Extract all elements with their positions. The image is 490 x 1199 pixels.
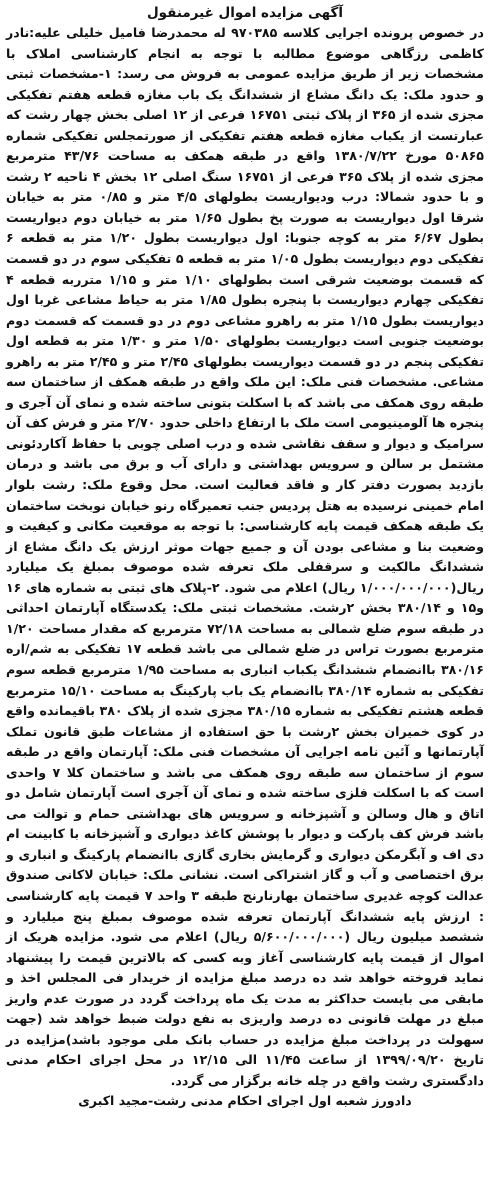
notice-body: در خصوص پرونده اجرایی کلاسه ۹۷۰۳۸۵ له محمدرضا فامیل خلیلی علیه:نادر کاظمی رزگاهی موضوع مطالبه با توجه به انجام کارشناسی املاک با مشخصات زیر از طریق مزایده عمومی به فروش می رسد: ۱-مشخصات ثبتی و حدود ملک: یک دانگ مشاع از ششدانگ یک باب مغازه قطعه هفتم تفکیکی مجزی شده از ۳۶۵ از پلاک ثبتی ۱۶۷۵۱ فرعی از ۱۲ اصلی بخش چهار رشت که عبارتست از یکباب مغازه قطعه هفتم تفکیکی از صورتمجلس تفکیکی شماره ۵۰۸۶۵ مورخ ۱۳۸۰/۷/۲۲ واقع در طبقه همکف به مساحت ۴۳/۷۶ مترمربع مجزی شده از پلاک ۳۶۵ فرعی از ۱۶۷۵۱ سنگ اصلی ۱۲ بخش ۴ ناحیه ۲ رشت و با حدود شمالا: درب ودیواریست بطولهای ۴/۵ متر و ۰/۸۵ متر به خیابان شرقا اول دیواریست به صورت پخ بطول ۱/۶۵ متر به خیابان دوم دیواریست بطول ۶/۶۷ متر به کوچه جنوبا: اول دیواریست بطول ۱/۲۰ متر به قطعه ۶ تفکیکی دوم دیواریست بطول ۱/۰۵ متر به قطعه ۵ تفکیکی سوم در دو قسمت که قسمت بوضعیت شرقی است بطولهای ۱/۱۰ متر و ۱/۱۵ مترربه قطعه ۴ تفکیکی چهارم دیواریست با پنجره بطول ۱/۸۵ متر به حیاط مشاعی غربا اول دیواریست بطول ۱/۱۵ متر به راهرو مشاعی دوم در دو قسمت که قسمت دوم بوضعیت جنوبی است دیواریست بطولهای ۱/۵۰ متر و ۱/۳۰ متر به قطعه اول تفکیکی پنجم در دو قسمت دیواریست بطولهای ۲/۴۵ متر و ۲/۴۵ متر به راهرو مشاعی. مشخصات فنی ملک: این ملک واقع در طبقه همکف از ساختمان سه طبقه روی همکف می باشد که با اسکلت بتونی ساخته شده و نمای آن آجری و پنجره ها آلومینیومی است ملک با ارتفاع داخلی حدود ۲/۷۰ متر و فرش کف آن سرامیک و دیوار و سقف نقاشی شده و درب اصلی چوبی با حفاظ آکاردئونی مشتمل بر سالن و سرویس بهداشتی و دارای آب و برق می باشد و درمان بازدید بصورت دفتر کار و فاقد فعالیت است. محل وقوع ملک: رشت بلوار امام خمینی نرسیده به هتل پردیس جنب تعمیرگاه رنو خیابان نوبخت ساختمان یک طبقه همکف قیمت پایه کارشناسی: با توجه به موقعیت مکانی و کیفیت و وضعیت بنا و مشاعی بودن آن و جمیع جهات موثر ارزش یک دانگ مشاع از ششدانگ مالکیت و سرقفلی ملک تعرفه شده موصوف بمبلغ یک میلیارد ریال(۱/۰۰۰/۰۰۰/۰۰۰ ریال) اعلام می شود. ۲-پلاک های ثبتی به شماره های ۱۶ و۱۵ و ۳۸۰/۱۴ بخش ۲رشت. مشخصات ثبتی ملک: یکدستگاه آپارتمان احداثی در طبقه سوم ضلع شمالی به مساحت ۷۲/۱۸ مترمربع که مقدار مساحت ۱/۲۰ مترمربع بصورت تراس در ضلع شمالی می باشد قطعه ۱۷ تفکیکی به شم/اره ۳۸۰/۱۶ باانضمام ششدانگ یکباب انباری به مساحت ۱/۹۵ مترمربع قطعه سوم تفکیکی به شماره ۳۸۰/۱۴ باانضمام یک باب پارکینگ به مساحت ۱۵/۱۰ مترمربع قطعه هشتم تفکیکی به شماره ۳۸۰/۱۵ مجزی شده از پلاک ۳۸۰ باقیمانده واقع در کوی خمیران بخش ۲رشت با حق استفاده از مشاعات طبق قانون تملک آپارتمانها و آئین نامه اجرایی آن مشخصات فنی ملک: آپارتمان واقع در طبقه سوم از ساختمان سه طبقه روی همکف می باشد و ساختمان کلا ۷ واحدی است که با اسکلت فلزی ساخته شده و نمای آن آجری است آپارتمان شامل دو اتاق و هال وسالن و آشپزخانه و سرویس های بهداشتی حمام و توالت می باشد فرش کف پارکت و دیوار با پوشش کاغذ دیواری و آشپزخانه با کابینت ام دی اف و آبگرمکن دیواری و گرمایش بخاری گازی باانضمام پارکینگ و انباری و برق اختصاصی و آب و گاز اشتراکی است. نشانی ملک: خیابان لاکانی صندوق عدالت کوچه غدیری ساختمان بهارنارنج طبقه ۳ واحد ۷ قیمت پایه کارشناسی : ارزش پایه ششدانگ آپارتمان تعرفه شده موصوف بمبلغ پنج میلیارد و ششصد میلیون ریال (۵/۶۰۰/۰۰۰/۰۰۰ ریال) اعلام می شود. مزایده هریک از اموال از قیمت پایه کارشناسی آغاز وبه کسی که بالاترین قیمت را پیشنهاد نماید فروخته خواهد شد ده درصد مبلغ مزایده از خریدار فی المجلس اخذ و مابقی می بایست حداکثر به مدت یک ماه پرداخت گردد در صورت عدم واریز مبلغ در مهلت قانونی ده درصد واریزی به نفع دولت ضبط خواهد شد (جهت سهولت در پرداخت مبلغ مزایده در حساب بانک ملی موجود باشد)مزایده در تاریخ ۱۳۹۹/۰۹/۲۰ از ساعت ۱۱/۴۵ الی ۱۲/۱۵ در محل اجرای احکام مدنی دادگستری رشت واقع در چله خانه برگزار می گردد. (6, 25, 485, 1088)
notice-signature: دادورز شعبه اول اجرای احکام مدنی رشت-مجید اکبری (78, 1093, 412, 1109)
notice-title: آگهی مزایده اموال غیرمنقول (146, 5, 344, 21)
